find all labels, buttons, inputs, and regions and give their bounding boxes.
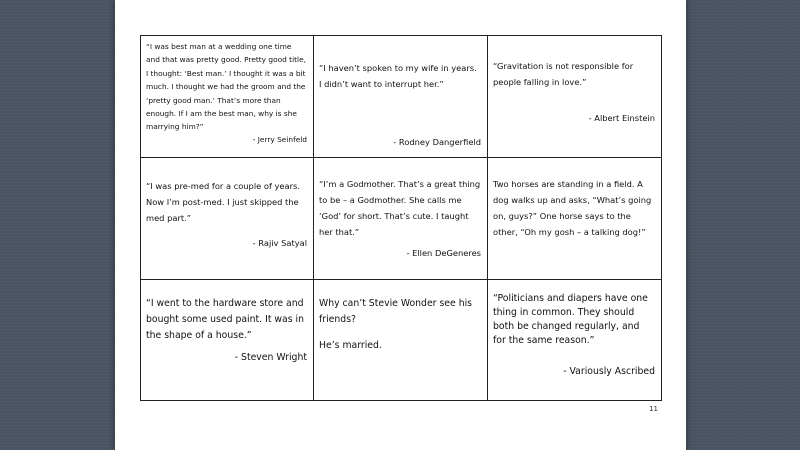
quote-table — [140, 35, 662, 401]
quote-text: “I was pre-med for a couple of years. Now I’m post-med. I just skipped the med part.” — [146, 181, 300, 223]
quote-cell-satyal — [141, 158, 314, 280]
quote-cell-seinfeld — [141, 36, 314, 158]
quote-author: - Variously Ascribed — [563, 366, 655, 377]
quote-cell-stevie — [314, 280, 488, 400]
quote-author: - Albert Einstein — [588, 113, 655, 123]
quote-author: - Rajiv Satyal — [252, 238, 307, 248]
slide-page — [115, 0, 686, 450]
quote-author: - Jerry Seinfeld — [252, 135, 307, 144]
quote-text: Why can’t Stevie Wonder see his friends? — [319, 298, 473, 325]
quote-text: Two horses are standing in a field. A dog walks up and asks, “What’s going on, guys?” One horse says to the other, “Oh my gosh – a talking dog!” — [493, 179, 652, 237]
page-number: 11 — [649, 405, 658, 413]
quote-text: “I was best man at a wedding one time and that was pretty good. Pretty good title, I thought: ‘Best man.’ I thought it was a bit much. I thought we had the groom and the ‘pretty good man.’ That’s more than enough. If I am the best man, why is she marrying him?” — [146, 42, 306, 132]
quote-text: “Gravitation is not responsible for people falling in love.” — [493, 61, 634, 87]
quote-cell-dangerfield — [314, 36, 488, 158]
quote-cell-wright — [141, 280, 314, 400]
quote-cell-degeneres — [314, 158, 488, 280]
quote-text: “I went to the hardware store and bought some used paint. It was in the shape of a house.” — [146, 298, 304, 341]
quote-author: - Steven Wright — [234, 352, 307, 363]
quote-punchline: He’s married. — [319, 340, 382, 351]
quote-text: “I’m a Godmother. That’s a great thing to be – a Godmother. She calls me ‘God’ for short. That’s cute. I taught her that.” — [319, 179, 481, 237]
quote-author: - Rodney Dangerfield — [393, 137, 481, 147]
quote-text: “I haven’t spoken to my wife in years. I didn’t want to interrupt her.” — [319, 63, 477, 89]
quote-cell-politicians — [488, 280, 661, 400]
quote-text: “Politicians and diapers have one thing in common. They should both be changed regularly, and for the same reason.” — [493, 293, 648, 346]
quote-author: - Ellen DeGeneres — [406, 248, 481, 258]
quote-cell-einstein — [488, 36, 661, 158]
quote-cell-horses — [488, 158, 661, 280]
